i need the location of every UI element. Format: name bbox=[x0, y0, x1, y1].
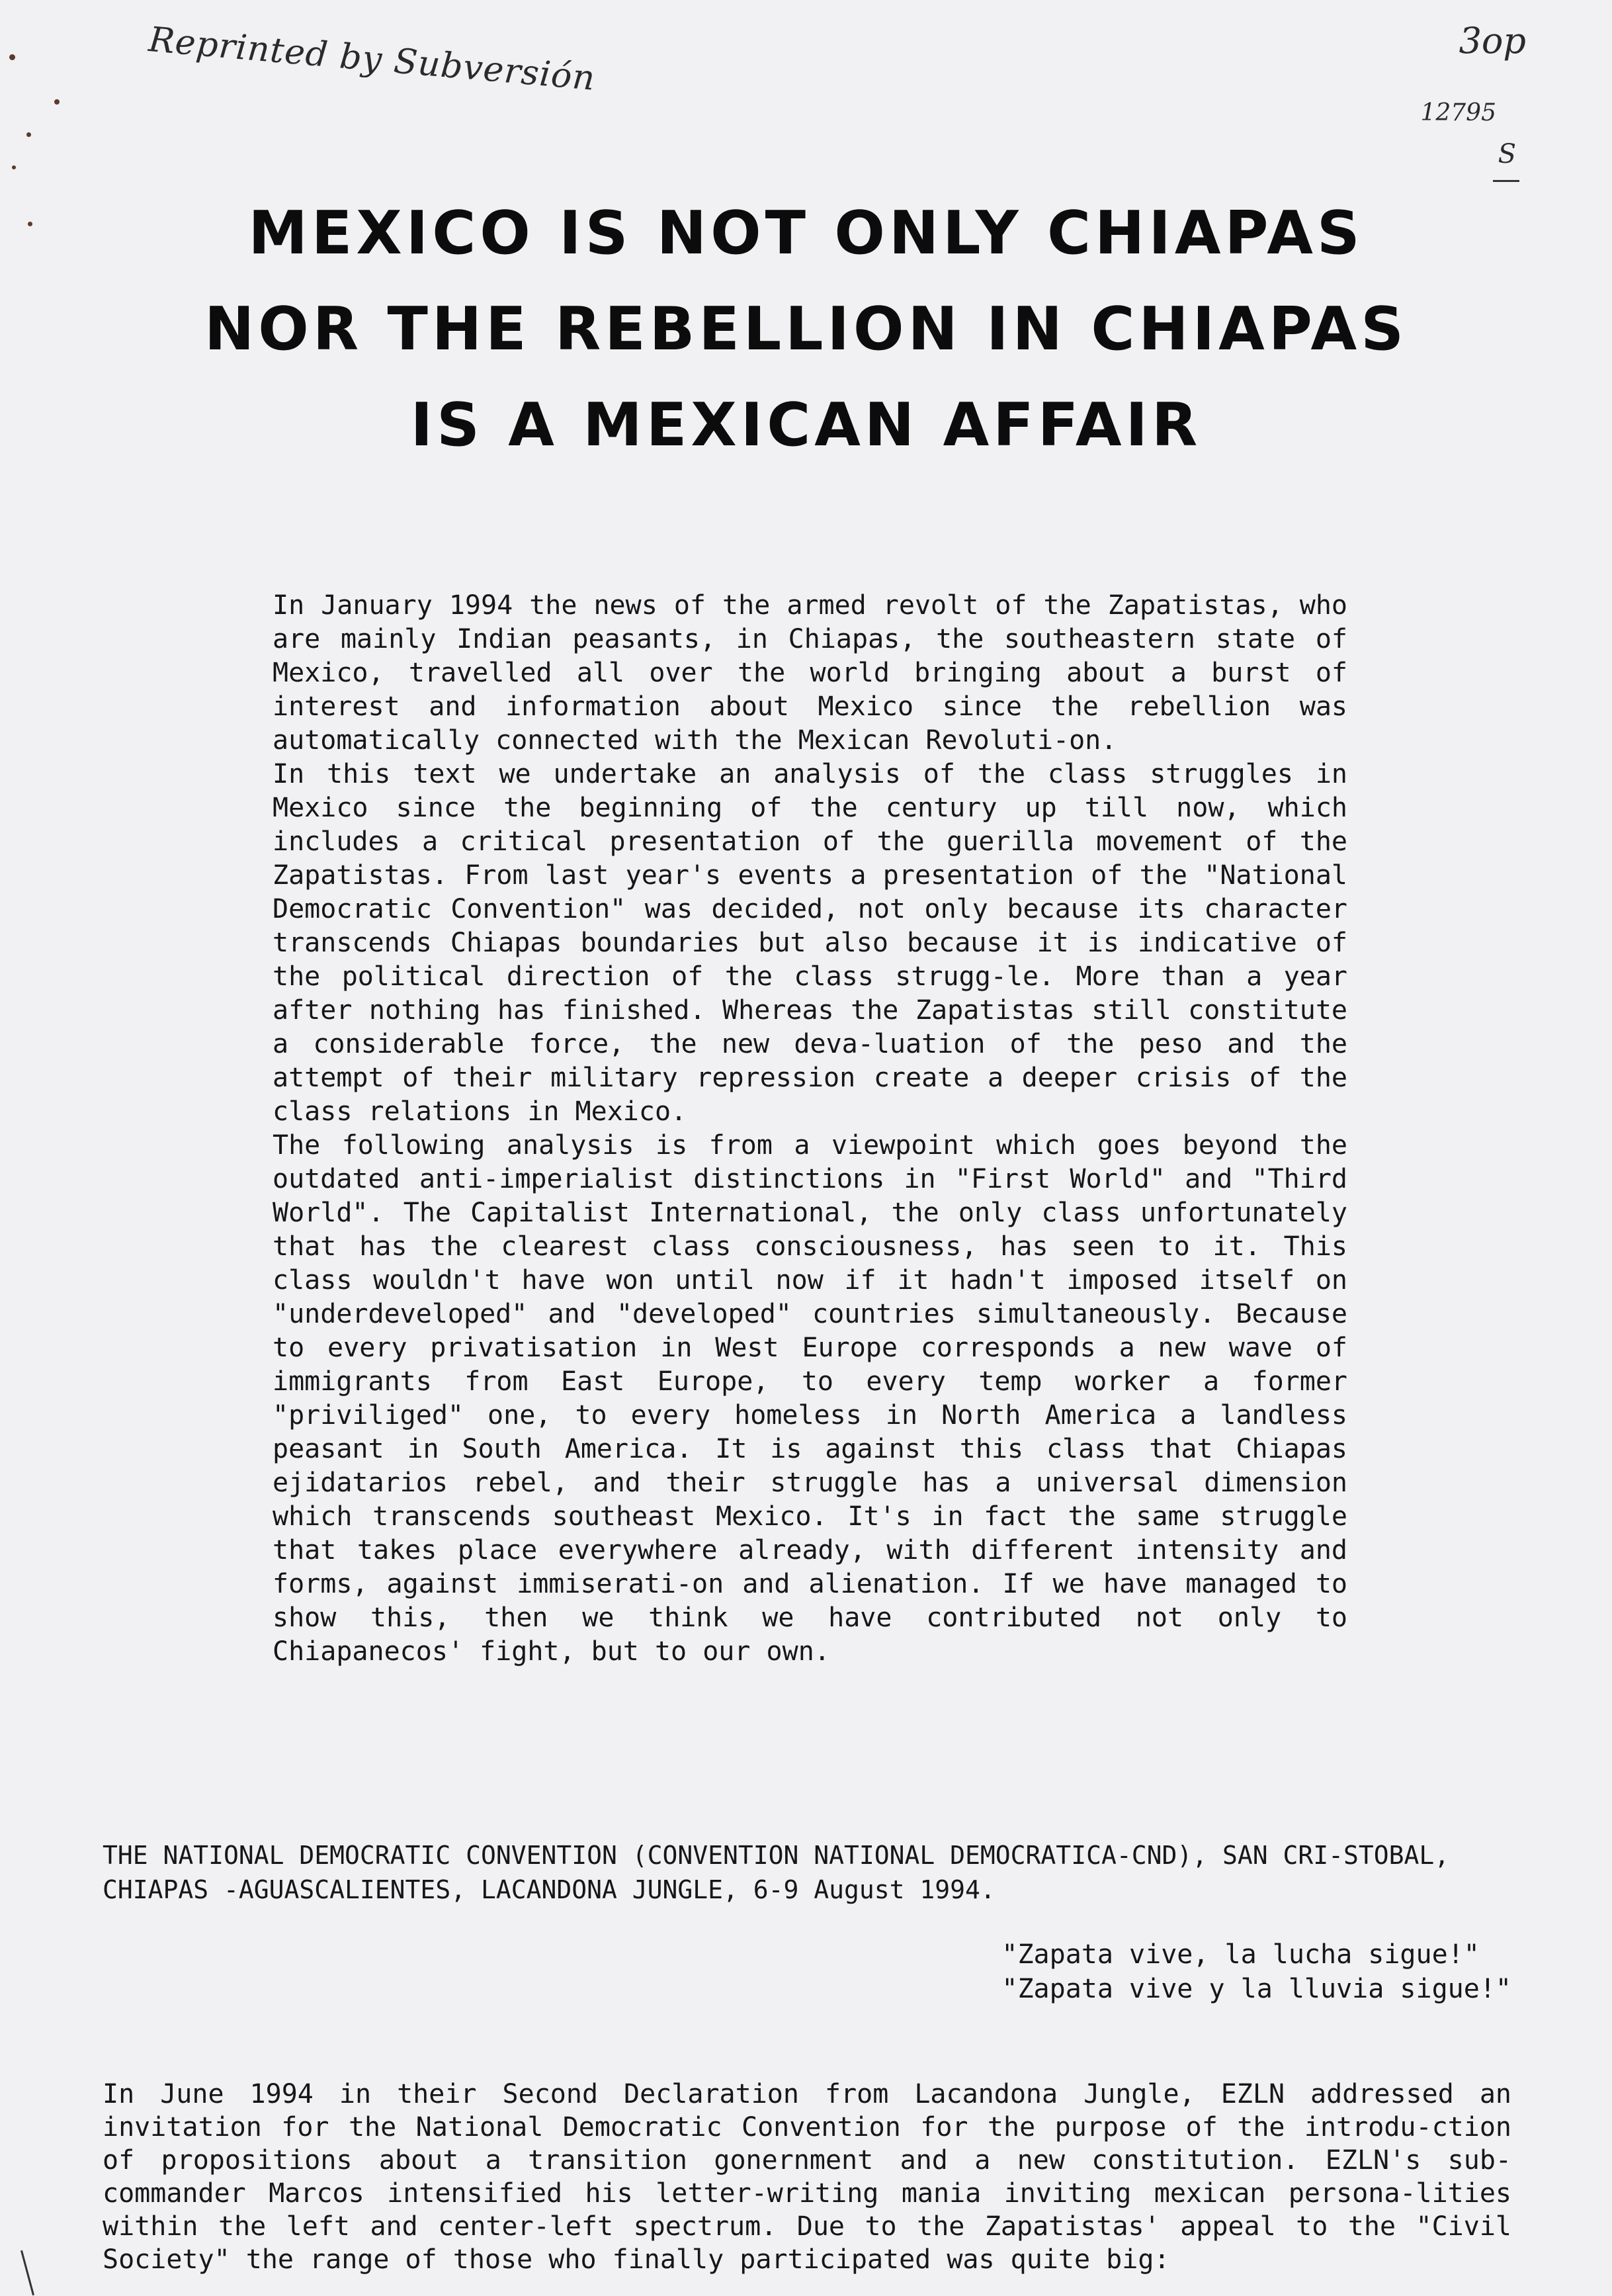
handwritten-reprint-note: Reprinted by Subversión bbox=[147, 20, 597, 99]
document-title bbox=[0, 185, 1612, 473]
epigraph-line-1: "Zapata vive, la lucha sigue!" bbox=[1001, 1939, 1480, 1970]
epigraph bbox=[1001, 1937, 1511, 2006]
ink-speck bbox=[9, 54, 15, 60]
handwritten-underline bbox=[1493, 180, 1519, 182]
handwritten-number: 12795 bbox=[1420, 99, 1496, 126]
intro-paragraph-1: In January 1994 the news of the armed revolt of the Zapatistas, who are mainly Indian peasants, in Chiapas, the southeastern state of Mexico, travelled all over the world bringing about a burst of interest and information about Mexico since the rebellion was automatically connected with the Mexican Revoluti-on. bbox=[273, 590, 1347, 756]
section-heading: THE NATIONAL DEMOCRATIC CONVENTION (CONVENTION NATIONAL DEMOCRATICA-CND), SAN CRI-STOBAL, CHIAPAS -AGUASCALIENTES, LACANDONA JUNGLE, 6-9 August 1994. bbox=[103, 1841, 1450, 1904]
ink-speck bbox=[54, 99, 60, 105]
handwritten-ref-code: 3op bbox=[1459, 20, 1526, 62]
intro-section bbox=[273, 589, 1347, 1669]
margin-mark bbox=[21, 2250, 34, 2295]
ink-speck bbox=[12, 165, 16, 169]
intro-paragraph-2: In this text we undertake an analysis of the class struggles in Mexico since the beginning of the century up till now, which includes a critical presentation of the guerilla movement of the Zapatistas. From last year's events a presentation of the "National Democratic Convention" was decided, not only because its character transcends Chiapas boundaries but also because it is indicative of the political direction of the class strugg-le. More than a year after nothing has finished. Whereas the Zapatistas still constitute a considerable force, the new deva-luation of the peso and the attempt of their military repression create a deeper crisis of the class relations in Mexico. bbox=[273, 759, 1347, 1127]
title-line-1: MEXICO IS NOT ONLY CHIAPAS bbox=[248, 199, 1364, 268]
handwritten-letter: S bbox=[1498, 139, 1516, 169]
body-paragraph: In June 1994 in their Second Declaration from Lacandona Jungle, EZLN addressed an invitation for the National Democratic Convention for the purpose of the introdu-ction of propositions about a transition gonernment and a new constitution. EZLN's sub-commander Marcos intensified his letter-writing mania inviting mexican persona-lities within the left and center-left spectrum. Due to the Zapatistas' appeal to the "Civil Society" the range of those who finally participated was quite big: bbox=[103, 2079, 1511, 2275]
intro-paragraph-3: The following analysis is from a viewpoint which goes beyond the outdated anti-imperialist distinctions in "First World" and "Third World". The Capitalist International, the only class unfortunately that has the clearest class consciousness, has seen to it. This class wouldn't have won until now if it hadn't imposed itself on "underdeveloped" and "developed" countries simultaneously. Because to every privatisation in West Europe corresponds a new wave of immigrants from East Europe, to every temp worker a former "priviliged" one, to every homeless in North America a landless peasant in South America. It is against this class that Chiapas ejidatarios rebel, and their struggle has a universal dimension which transcends southeast Mexico. It's in fact the same struggle that takes place everywhere already, with different intensity and forms, against immiserati-on and alienation. If we have managed to show this, then we think we have contributed not only to Chiapanecos' fight, but to our own. bbox=[273, 1130, 1347, 1667]
title-line-2: NOR THE REBELLION IN CHIAPAS bbox=[204, 294, 1408, 364]
title-line-3: IS A MEXICAN AFFAIR bbox=[410, 390, 1202, 460]
ink-speck bbox=[26, 132, 31, 137]
epigraph-line-2: "Zapata vive y la lluvia sigue!" bbox=[1001, 1974, 1511, 2004]
